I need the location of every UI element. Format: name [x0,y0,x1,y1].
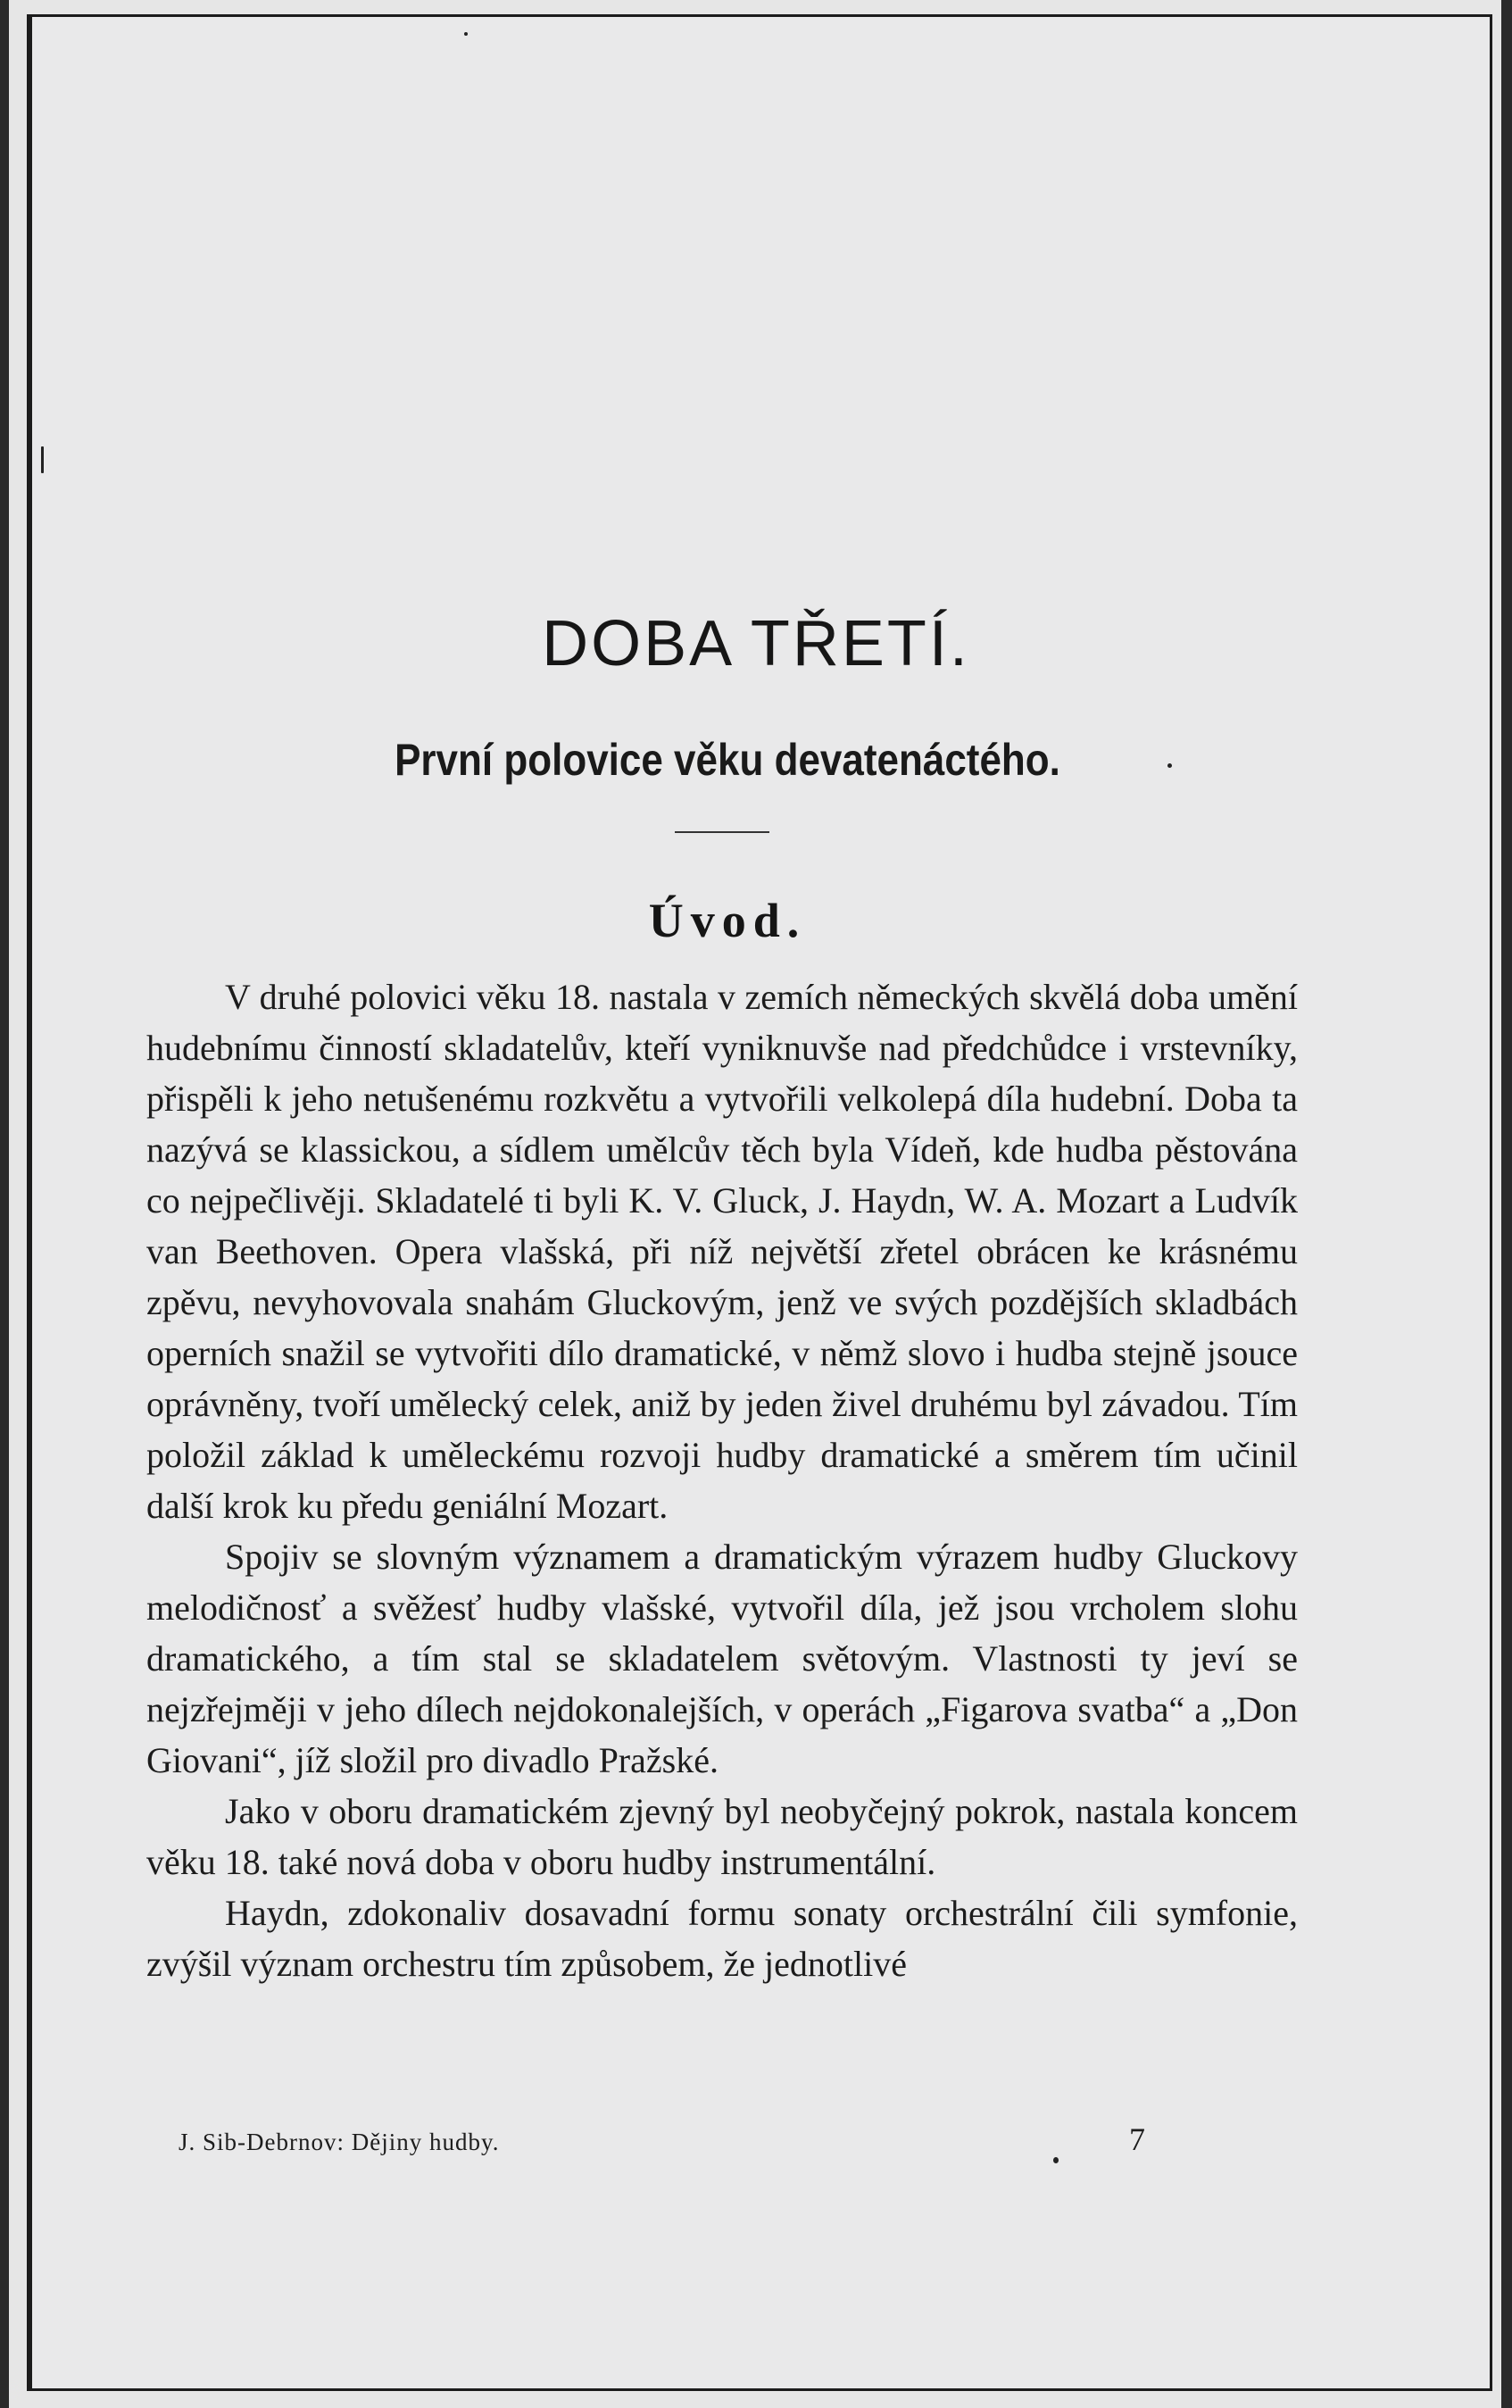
chapter-title: DOBA TŘETÍ. [542,608,970,679]
divider-rule [675,831,769,833]
paragraph: Haydn, zdokonaliv dosavadní formu sonaty orchestrální čili symfonie, zvýšil význam orchestru tím způsobem, že jednotlivé [146,1893,1298,1984]
print-speck [1053,2157,1059,2163]
page-number: 7 [1129,2121,1145,2157]
section-heading: Úvod. [648,894,807,947]
body-text [146,971,1298,1989]
print-speck [1167,763,1172,768]
chapter-subtitle: První polovice věku devatenáctého. [395,735,1060,785]
paragraph: Jako v oboru dramatickém zjevný byl neobyčejný pokrok, nastala koncem věku 18. také nová doba v oboru hudby instrumentální. [146,1791,1298,1882]
print-speck [41,446,44,473]
paragraph: V druhé polovici věku 18. nastala v zemích německých skvělá doba umění hudebnímu činností skladatelův, kteří vyniknuvše nad předchůdce i vrstevníky, přispěli k jeho netušenému rozkvětu a vytvořili velkolepá díla hudební. Doba ta nazývá se klassickou, a sídlem umělcův těch byla Vídeň, kde hudba pěstována co nejpečlivěji. Skladatelé ti byli K. V. Gluck, J. Haydn, W. A. Mozart a Ludvík van Beethoven. Opera vlašská, při níž největší zřetel obrácen ke krásnému zpěvu, nevyhovovala snahám Gluckovým, jenž ve svých pozdějších skladbách operních snažil se vytvořiti dílo dramatické, v němž slovo i hudba stejně jsouce oprávněny, tvoří umělecký celek, aniž by jeden živel druhému byl závadou. Tím položil základ k uměleckému rozvoji hudby dramatické a směrem tím učinil další krok ku předu geniální Mozart. [146,977,1298,1526]
scan-left-edge [0,0,9,2408]
print-speck [464,32,468,36]
footer-signature: J. Sib-Debrnov: Dějiny hudby. [179,2129,500,2155]
scan-right-edge [1501,0,1512,2408]
paragraph: Spojiv se slovným významem a dramatickým výrazem hudby Gluckovy melodičnosť a svěžesť hudby vlašské, vytvořil díla, jež jsou vrcholem slohu dramatického, a tím stal se skladatelem světovým. Vlastnosti ty jeví se nejzřejměji v jeho dílech nejdokonalejších, v operách „Figarova svatba“ a „Don Giovani“, jíž složil pro divadlo Pražské. [146,1537,1298,1780]
